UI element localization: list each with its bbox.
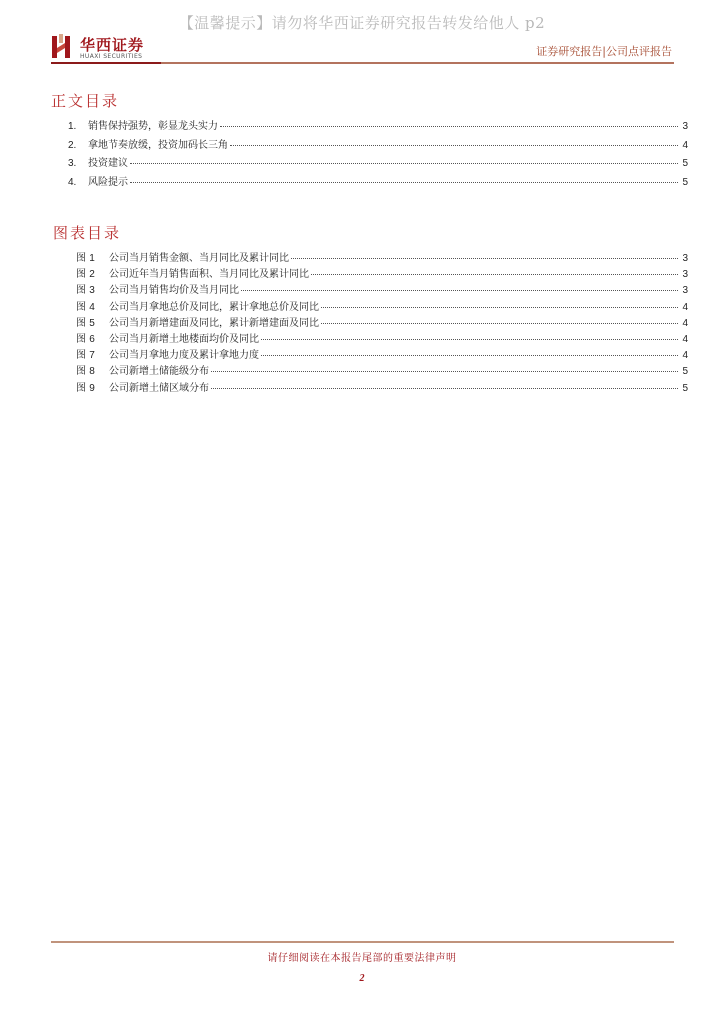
figure-entry-page: 4 <box>682 350 688 362</box>
contents-entry[interactable] <box>68 117 688 136</box>
figure-entry-title: 公司当月拿地总价及同比，累计拿地总价及同比 <box>109 301 319 313</box>
figure-entry-page: 3 <box>682 285 688 297</box>
figure-entry-label <box>76 362 109 377</box>
figure-entry-label <box>76 379 109 394</box>
figures-list <box>76 249 688 395</box>
contents-entry-title: 投资建议 <box>88 158 128 169</box>
dot-leader <box>261 355 678 356</box>
figure-number: 4 <box>89 301 95 313</box>
figure-number: 2 <box>89 269 95 281</box>
contents-list <box>68 117 688 191</box>
figure-entry-page: 4 <box>682 333 688 345</box>
figure-prefix: 图 <box>76 253 86 264</box>
logo-chinese-name: 华西证券 <box>80 36 145 54</box>
report-type: 证券研究报告 <box>536 45 603 58</box>
report-subtype: 公司点评报告 <box>606 45 672 58</box>
figure-prefix: 图 <box>76 333 86 345</box>
figure-entry-label <box>76 330 109 345</box>
contents-title: 正文目录 <box>51 92 120 110</box>
footer-rule <box>51 941 674 943</box>
figure-entry[interactable] <box>76 362 688 378</box>
figure-entry-title: 公司当月销售均价及当月同比 <box>109 285 239 297</box>
figure-number: 8 <box>89 366 95 378</box>
page-number: 2 <box>359 973 365 984</box>
figure-entry-page: 3 <box>682 269 688 281</box>
dot-leader <box>241 290 678 291</box>
dot-leader <box>220 126 678 127</box>
contents-entry-title: 销售保持强势，彰显龙头实力 <box>88 121 218 132</box>
dot-leader <box>321 307 678 308</box>
contents-entry-page: 5 <box>682 158 688 169</box>
figure-number: 1 <box>89 253 95 264</box>
figure-prefix: 图 <box>76 382 86 394</box>
figure-entry-title: 公司新增土储区域分布 <box>109 382 209 394</box>
dot-leader <box>321 323 678 324</box>
figure-entry-page: 3 <box>682 253 688 264</box>
figure-entry-label <box>76 249 109 264</box>
figure-entry-title: 公司当月拿地力度及累计拿地力度 <box>109 350 259 362</box>
figure-entry[interactable] <box>76 265 688 281</box>
contents-entry-page: 5 <box>682 176 688 188</box>
figure-entry-title: 公司当月新增土地楼面均价及同比 <box>109 333 259 345</box>
figure-entry[interactable] <box>76 314 688 330</box>
dot-leader <box>130 163 678 164</box>
contents-entry-page: 4 <box>682 139 688 151</box>
figure-number: 5 <box>89 317 95 329</box>
figures-title: 图表目录 <box>53 224 122 242</box>
figure-prefix: 图 <box>76 317 86 329</box>
figure-entry-page: 4 <box>682 317 688 329</box>
figure-prefix: 图 <box>76 366 86 378</box>
figure-entry-page: 5 <box>682 366 688 378</box>
dot-leader <box>211 388 678 389</box>
dot-leader <box>230 145 678 146</box>
figure-prefix: 图 <box>76 301 86 313</box>
figure-entry-label <box>76 346 109 361</box>
figure-number: 9 <box>89 382 95 394</box>
figure-entry[interactable] <box>76 249 688 265</box>
contents-entry[interactable] <box>68 173 688 192</box>
figure-entry-label <box>76 298 109 313</box>
figure-entry-label <box>76 314 109 329</box>
contents-entry-page: 3 <box>682 121 688 132</box>
figure-entry[interactable] <box>76 346 688 362</box>
huaxi-logo-icon <box>51 34 73 60</box>
figure-entry[interactable] <box>76 298 688 314</box>
contents-entry-number: 3. <box>68 158 77 169</box>
dot-leader <box>261 339 678 340</box>
figure-number: 3 <box>89 285 95 297</box>
legal-notice: 请仔细阅读在本报告尾部的重要法律声明 <box>267 953 457 964</box>
logo-english-name: HUAXI SECURITIES <box>80 53 143 60</box>
figure-entry-title: 公司新增土储能级分布 <box>109 366 209 378</box>
figure-entry-label <box>76 281 109 296</box>
figure-entry-label <box>76 265 109 280</box>
figure-number: 6 <box>89 333 95 345</box>
dot-leader <box>211 371 678 372</box>
huaxi-logo <box>51 34 161 62</box>
contents-entry[interactable] <box>68 136 688 155</box>
contents-entry-number: 2. <box>68 139 77 151</box>
contents-entry-number: 1. <box>68 121 77 132</box>
figure-entry[interactable] <box>76 379 688 395</box>
figure-prefix: 图 <box>76 269 86 281</box>
figure-entry-title: 公司当月销售金额、当月同比及累计同比 <box>109 253 289 264</box>
header-separator: | <box>602 45 606 58</box>
dot-leader <box>130 182 678 183</box>
figure-prefix: 图 <box>76 350 86 362</box>
figure-entry[interactable] <box>76 330 688 346</box>
dot-leader <box>291 258 678 259</box>
figure-entry-page: 4 <box>682 301 688 313</box>
figure-entry[interactable] <box>76 281 688 297</box>
contents-entry-title: 拿地节奏放缓，投资加码长三角 <box>88 139 228 151</box>
contents-entry-number: 4. <box>68 176 77 188</box>
contents-entry-title: 风险提示 <box>88 176 128 188</box>
watermark-notice: 【温馨提示】请勿将华西证券研究报告转发给他人 p2 <box>178 14 546 32</box>
figure-entry-title: 公司当月新增建面及同比，累计新增建面及同比 <box>109 317 319 329</box>
report-type-label <box>536 43 672 59</box>
contents-entry[interactable] <box>68 154 688 173</box>
figure-prefix: 图 <box>76 285 86 297</box>
figure-number: 7 <box>89 350 95 362</box>
figure-entry-page: 5 <box>682 382 688 394</box>
header-rule-accent <box>51 62 161 64</box>
figure-entry-title: 公司近年当月销售面积、当月同比及累计同比 <box>109 269 309 281</box>
dot-leader <box>311 274 678 275</box>
